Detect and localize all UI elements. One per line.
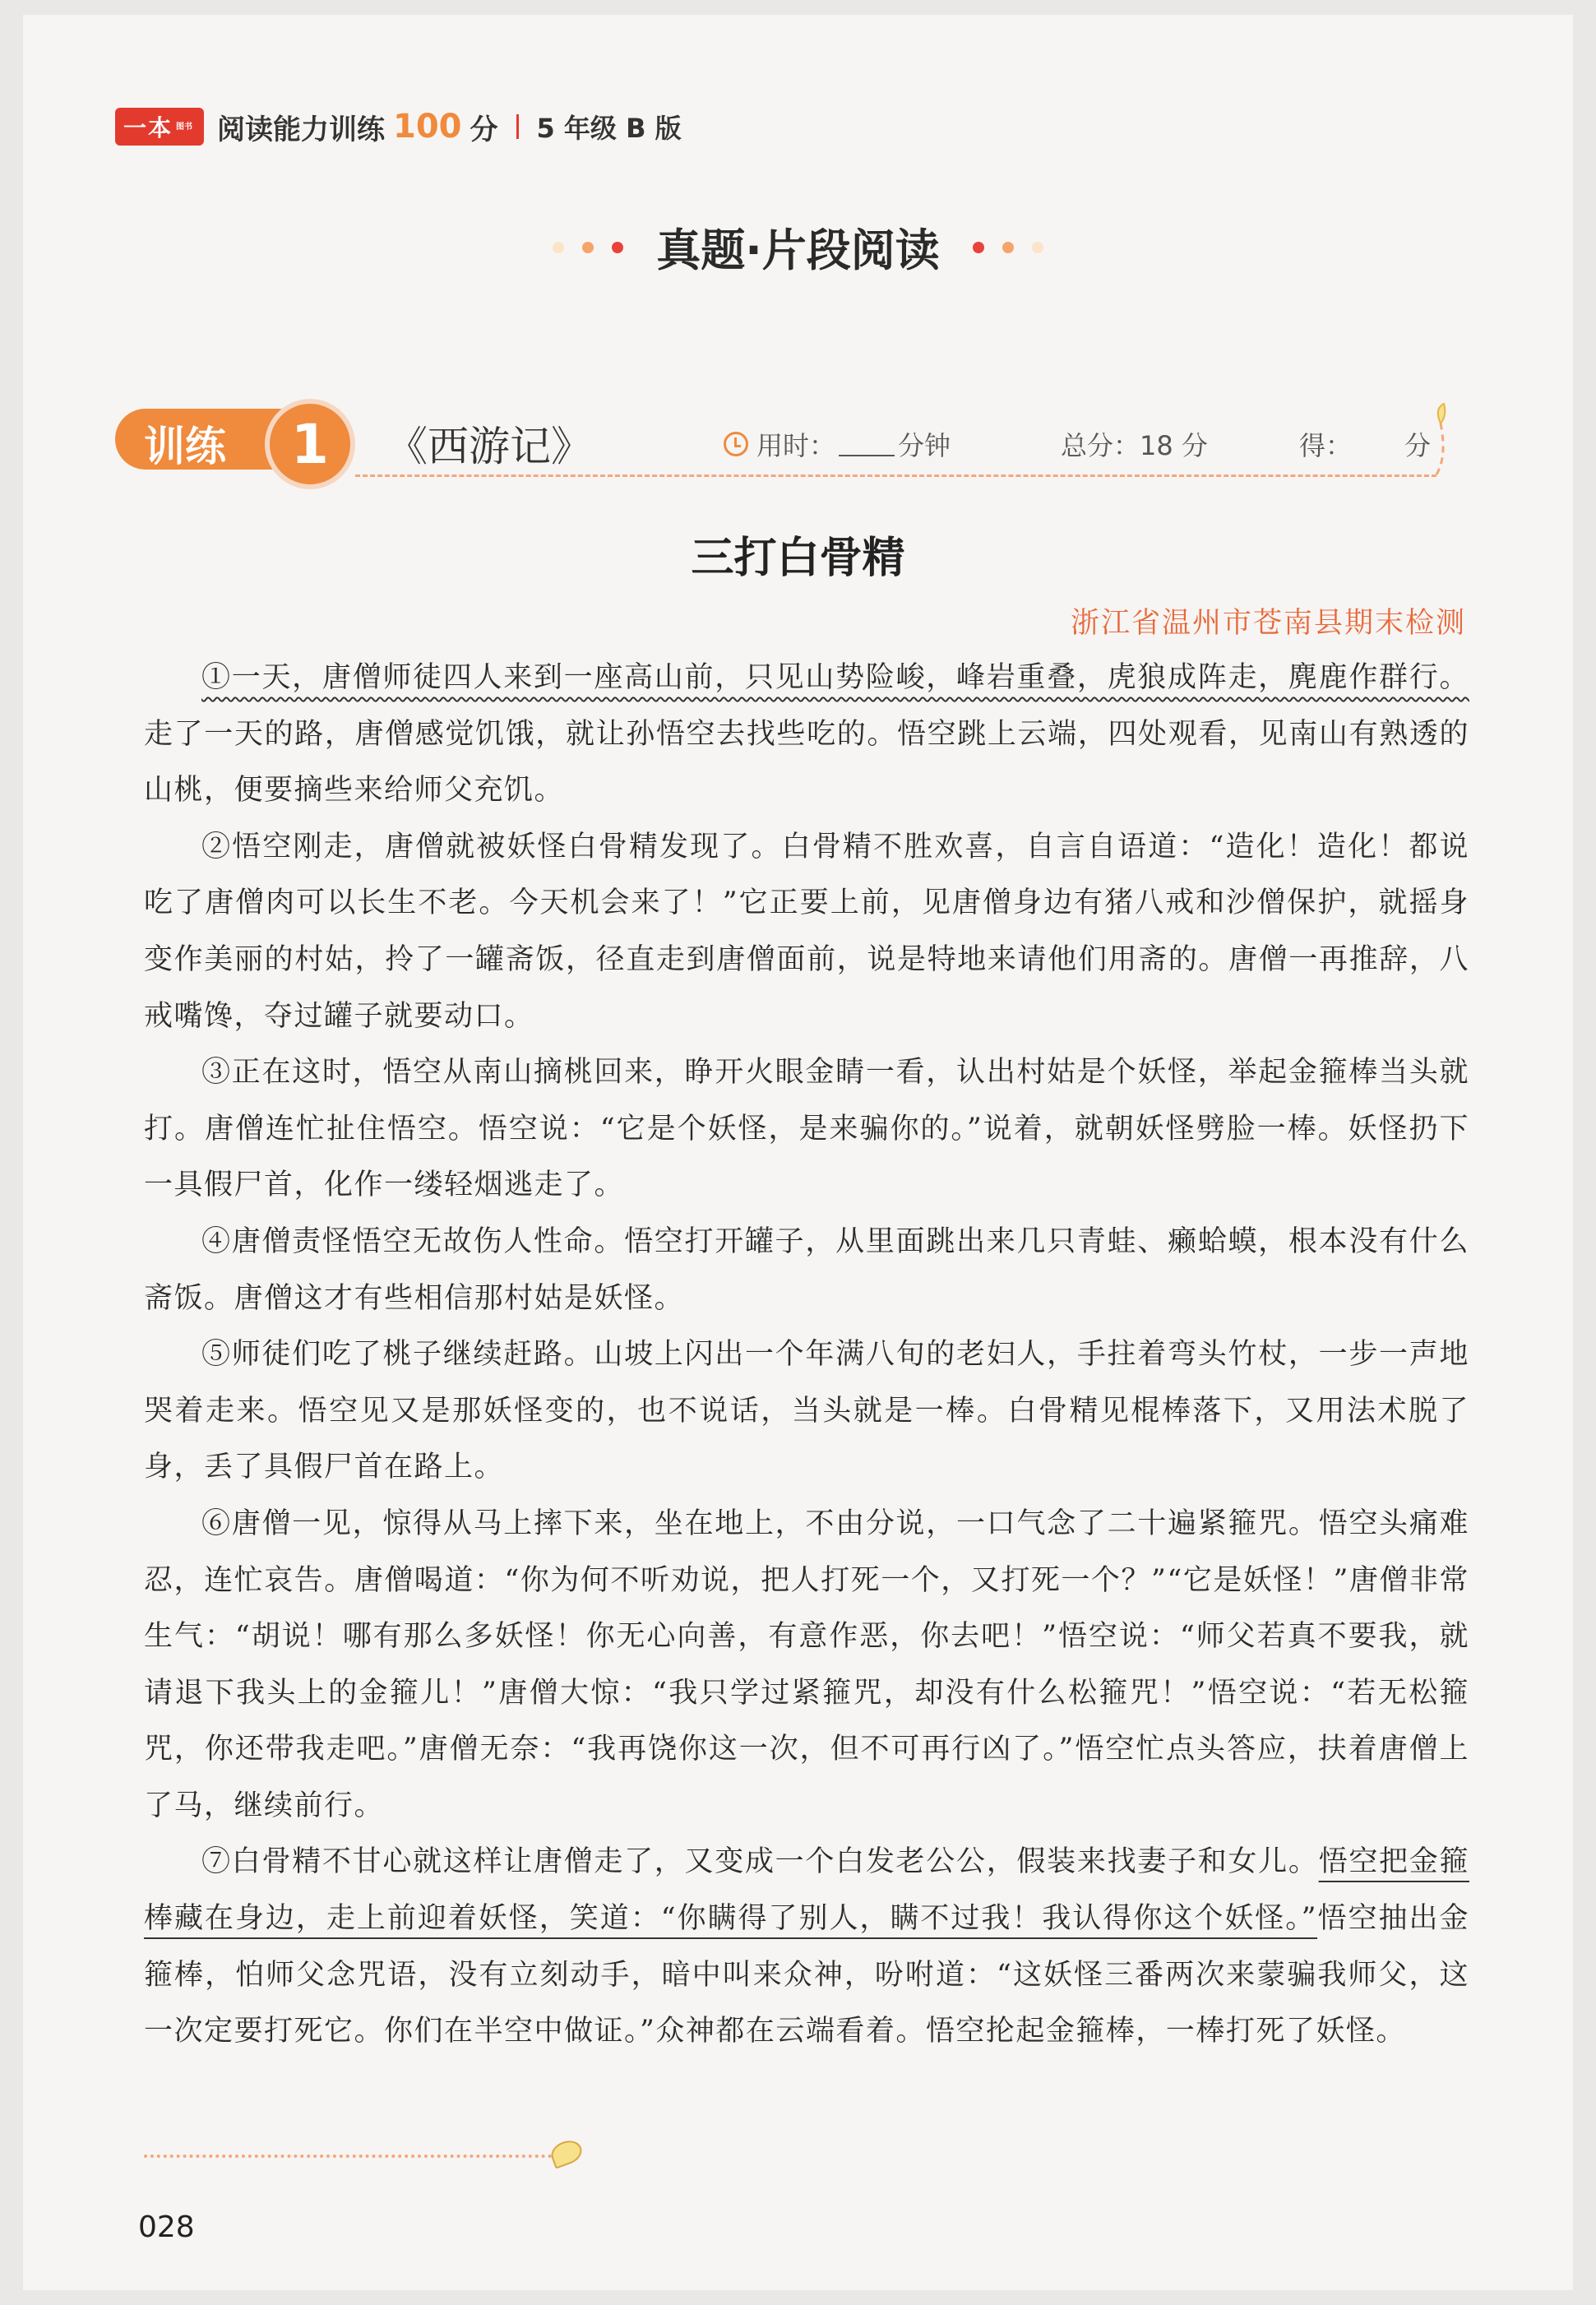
series-score: 100 bbox=[393, 108, 462, 146]
training-label: 训练 bbox=[144, 423, 226, 470]
page-number: 028 bbox=[138, 2210, 195, 2244]
footer-dotted-line bbox=[144, 2155, 571, 2158]
clock-icon bbox=[724, 432, 748, 456]
paragraph-3: ③正在这时，悟空从南山摘桃回来，睁开火眼金睛一看，认出村姑是个妖怪，举起金箍棒当头就打。唐僧连忙扯住悟空。悟空说：“它是个妖怪，是来骗你的。”说着，就朝妖怪劈脸一棒。妖怪扔下一具假尸首，化作一缕轻烟逃走了。 bbox=[144, 1056, 1469, 1202]
wavy-underline-text: ①一天，唐僧师徒四人来到一座高山前，只见山势险峻，峰岩重叠，虎狼成阵走，麂鹿作群行。 bbox=[201, 661, 1469, 694]
book-title: 《西游记》 bbox=[386, 423, 592, 470]
training-dashed-line bbox=[355, 474, 1436, 477]
grade-label: 5 年级 B 版 bbox=[536, 113, 682, 144]
training-number: 1 bbox=[265, 399, 355, 489]
brand-logo: 一本 图书 bbox=[115, 108, 204, 146]
right-dots bbox=[973, 242, 1043, 253]
series-name: 阅读能力训练 bbox=[217, 113, 386, 146]
paragraph-1: ①一天，唐僧师徒四人来到一座高山前，只见山势险峻，峰岩重叠，虎狼成阵走，麂鹿作群行。走了一天的路，唐僧感觉饥饿，就让孙悟空去找些吃的。悟空跳上云端，四处观看，见南山有熟透的山桃，便要摘些来给师父充饥。 bbox=[144, 661, 1469, 808]
underlined-sentence: 悟空把金箍棒藏在身边，走上前迎着妖怪，笑道：“你瞒得了别人，瞒不过我！我认得你这个妖怪。” bbox=[144, 1845, 1469, 1936]
time-blank[interactable] bbox=[839, 432, 895, 456]
paragraph-4: ④唐僧责怪悟空无故伤人性命。悟空打开罐子，从里面跳出来几只青蛙、癞蛤蟆，根本没有什么斋饭。唐僧这才有些相信那村姑是妖怪。 bbox=[144, 1224, 1469, 1315]
section-title: 真题·片段阅读 bbox=[0, 215, 1596, 279]
total-score: 总分：18 分 bbox=[1061, 430, 1208, 461]
time-field: 用时： 分钟 bbox=[724, 425, 951, 463]
book-header bbox=[115, 105, 682, 148]
training-bar bbox=[115, 399, 1447, 489]
left-dots bbox=[553, 242, 623, 253]
paragraph-2: ②悟空刚走，唐僧就被妖怪白骨精发现了。白骨精不胜欢喜，自言自语道：“造化！造化！都说吃了唐僧肉可以长生不老。今天机会来了！”它正要上前，见唐僧身边有猪八戒和沙僧保护，就摇身变作美丽的村姑，拎了一罐斋饭，径直走到唐僧面前，说是特地来请他们用斋的。唐僧一再推辞，八戒嘴馋，夺过罐子就要动口。 bbox=[144, 830, 1469, 1033]
story-title: 三打白骨精 bbox=[691, 533, 905, 583]
header-divider bbox=[516, 114, 519, 139]
story-body bbox=[144, 650, 1469, 2060]
paragraph-7: ⑦白骨精不甘心就这样让唐僧走了，又变成一个白发老公公，假装来找妻子和女儿。悟空把金箍棒藏在身边，走上前迎着妖怪，笑道：“你瞒得了别人，瞒不过我！我认得你这个妖怪。”悟空抽出金箍棒，怕师父念咒语，没有立刻动手，暗中叫来众神，吩咐道：“这妖怪三番两次来蒙骗我师父，这一次定要打死它。你们在半空中做证。”众神都在云端看着。悟空抡起金箍棒，一棒打死了妖怪。 bbox=[144, 1845, 1469, 2048]
got-score-field: 得： 分 bbox=[1299, 430, 1432, 461]
paragraph-6: ⑥唐僧一见，惊得从马上摔下来，坐在地上，不由分说，一口气念了二十遍紧箍咒。悟空头痛难忍，连忙哀告。唐僧喝道：“你为何不听劝说，把人打死一个，又打死一个？”“它是妖怪！”唐僧非常生气：“胡说！哪有那么多妖怪！你无心向善，有意作恶，你去吧！”悟空说：“师父若真不要我，就请退下我头上的金箍儿！”唐僧大惊：“我只学过紧箍咒，却没有什么松箍咒！”悟空说：“若无松箍咒，你还带我走吧。”唐僧无奈：“我再饶你这一次，但不可再行凶了。”悟空忙点头答应，扶着唐僧上了马，继续前行。 bbox=[144, 1507, 1469, 1822]
paragraph-5: ⑤师徒们吃了桃子继续赶路。山坡上闪出一个年满八旬的老妇人，手拄着弯头竹杖，一步一声地哭着走来。悟空见又是那妖怪变的，也不说话，当头就是一棒。白骨精见棍棒落下，又用法术脱了身，丢了具假尸首在路上。 bbox=[144, 1338, 1469, 1484]
source-label: 浙江省温州市苍南县期末检测 bbox=[1070, 607, 1466, 640]
series-fen: 分 bbox=[470, 113, 498, 146]
